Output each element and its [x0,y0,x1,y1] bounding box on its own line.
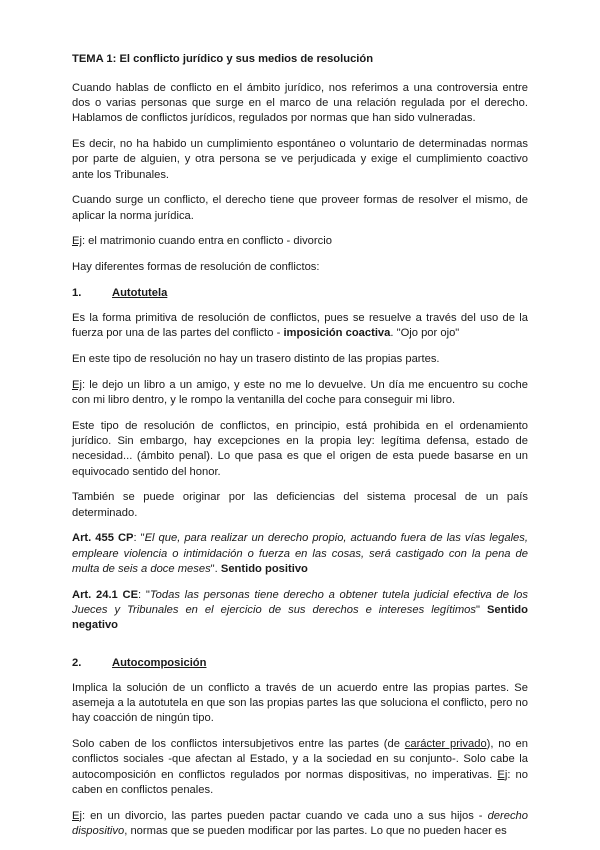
article-quote: El que, para realizar un derecho propio, actuando fuera de las vías legales, empleare violencia o intimidación o fuerza en las cosas, será castigado con la pena de multa de seis a doce meses [72,532,528,575]
text-run: : no caben en conflictos penales. [72,768,528,796]
section-2-number: 2. [72,656,82,669]
article-quote: Todas las personas tiene derecho a obtener tutela judicial efectiva de los Jueces y Tribunales en el ejercicio de sus derechos e intereses legítimos [72,588,528,616]
article-24-1-ce [72,588,528,634]
section-2-paragraph-2 [72,737,528,798]
section-1-paragraph-3: Este tipo de resolución de conflictos, en principio, está prohibida en el ordenamiento jurídico. Sin embargo, hay excepciones en la propia ley: legítima defensa, estado de necesidad... (ámbito penal). Lo que pasa es que el origen de esta puede basarse en un equivocado sentido del honor. [72,420,528,478]
example-label: Ej [72,809,82,822]
section-2-paragraph-1: Implica la solución de un conflicto a través de un acuerdo entre las propias partes. Se asemeja a la autotutela en que son las propias partes las que soluciona el conflicto, pero no hay coacción de ningún tipo. [72,682,528,725]
example-label: Ej [72,235,82,248]
text-run: : " [133,532,145,545]
intro-example [72,234,528,249]
article-result: Sentido negativo [72,603,528,632]
section-1-example [72,378,528,408]
article-455-cp [72,531,528,577]
italic-term: derecho dispositivo [72,809,528,837]
example-text: : el matrimonio cuando entra en conflicto - divorcio [81,235,332,248]
text-run: ), no en conflictos sociales -que afectan al Estado, y a la sociedad en su conjunto-. Solo cabe la autocomposición en conflictos regulados por normas dispositivas, no imperativas. [72,738,528,781]
text-run: " [475,603,487,616]
intro-paragraph-1: Cuando hablas de conflicto en el ámbito jurídico, nos referimos a una controversia entre dos o varias personas que surge en el marco de una relación regulada por el derecho. Hablamos de conflictos jurídicos, regulados por normas que han sido vulneradas. [72,82,528,125]
document-page [72,52,528,850]
text-run: Solo caben de los conflictos intersubjetivos entre las partes (de [72,738,405,751]
intro-paragraph-4: Hay diferentes formas de resolución de conflictos: [72,261,320,274]
text-run: ". [210,562,221,575]
intro-paragraph-2: Es decir, no ha habido un cumplimiento espontáneo o voluntario de determinadas normas por parte de alguien, y otra persona se ve perjudicada y exige el cumplimiento coactivo ante los Tribunales. [72,138,528,181]
section-1-heading [72,286,528,301]
section-1-title: Autotutela [112,287,168,299]
section-1-paragraph-1 [72,311,528,341]
bold-term: imposición coactiva [283,327,391,340]
text-run: , normas que se pueden modificar por las partes. Lo que no pueden hacer es [124,824,507,837]
text-run: Es la forma primitiva de resolución de conflictos, pues se resuelve a través del uso de la fuerza por una de las partes del conflicto - [72,312,528,340]
article-reference: Art. 455 CP [72,532,134,545]
document-title: TEMA 1: El conflicto jurídico y sus medios de resolución [72,53,374,65]
section-2-paragraph-3 [72,809,528,839]
example-text: : le dejo un libro a un amigo, y este no me lo devuelve. Un día me encuentro su coche con mi libro dentro, y le rompo la ventanilla del coche para conseguir mi libro. [72,379,528,407]
section-1-number: 1. [72,287,82,299]
section-2-title: Autocomposición [112,656,207,669]
text-run: : en un divorcio, las partes pueden pactar cuando ve cada uno a sus hijos - [81,809,488,822]
example-label: Ej [497,768,508,781]
example-label: Ej [72,379,82,391]
section-1-paragraph-4: También se puede originar por las deficiencias del sistema procesal de un país determinado. [72,491,528,519]
text-run: : " [138,588,150,601]
article-result: Sentido positivo [220,562,308,575]
article-reference: Art. 24.1 CE [72,588,139,601]
section-spacer [72,644,528,656]
text-run: . "Ojo por ojo" [390,327,460,340]
section-1-paragraph-2: En este tipo de resolución no hay un trasero distinto de las propias partes. [72,353,440,366]
intro-paragraph-3: Cuando surge un conflicto, el derecho tiene que proveer formas de resolver el mismo, de aplicar la norma jurídica. [72,194,528,222]
section-2-heading [72,656,528,671]
underlined-term: carácter privado [404,738,487,751]
